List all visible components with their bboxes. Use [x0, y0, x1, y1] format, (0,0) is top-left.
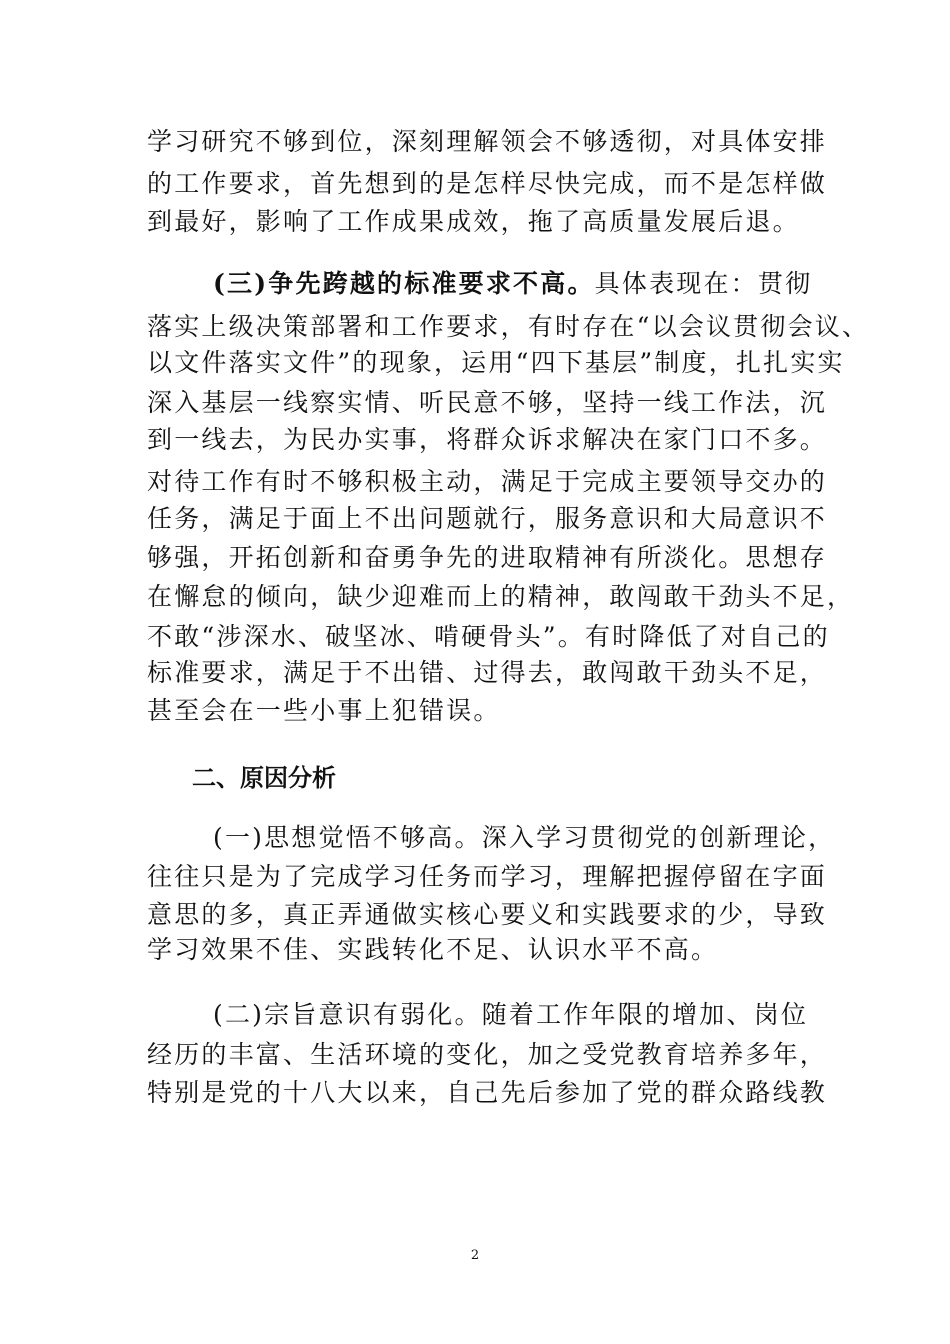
paragraph-line: 特别是党的十八大以来，自己先后参加了党的群众路线教: [147, 1078, 828, 1107]
paragraph-line: 到一线去，为民办实事，将群众诉求解决在家门口不多。: [147, 425, 828, 454]
paragraph-line: 在懈怠的倾向，缺少迎难而上的精神，敢闯敢干劲头不足，: [147, 582, 855, 611]
paragraph-line: 的工作要求，首先想到的是怎样尽快完成，而不是怎样做: [147, 169, 828, 198]
paragraph-line: 对待工作有时不够积极主动，满足于完成主要领导交办的: [147, 467, 828, 496]
paragraph-line: 学习研究不够到位，深刻理解领会不够透彻，对具体安排: [147, 127, 828, 156]
paragraph-lead: (二)宗旨意识有弱化。随着工作年限的增加、岗位: [213, 1000, 809, 1029]
subheading-bold: (三)争先跨越的标准要求不高。: [213, 269, 595, 298]
paragraph-line: 标准要求，满足于不出错、过得去，敢闯敢干劲头不足，: [147, 658, 828, 687]
paragraph-text: 具体表现在：贯彻: [594, 269, 813, 298]
paragraph-line: 够强，开拓创新和奋勇争先的进取精神有所淡化。思想存: [147, 543, 828, 572]
paragraph-line: 甚至会在一些小事上犯错误。: [147, 696, 501, 725]
paragraph-line: 经历的丰富、生活环境的变化，加之受党教育培养多年，: [147, 1040, 828, 1069]
paragraph-line: 往往只是为了完成学习任务而学习，理解把握停留在字面: [147, 862, 828, 891]
paragraph-line: 落实上级决策部署和工作要求，有时存在“以会议贯彻会议、: [147, 312, 870, 341]
paragraph-line: 以文件落实文件”的现象，运用“四下基层”制度，扎扎实实: [147, 348, 845, 377]
paragraph-line: 不敢“涉深水、破坚冰、啃硬骨头”。有时降低了对自己的: [147, 622, 830, 651]
paragraph-line: 意思的多，真正弄通做实核心要义和实践要求的少，导致: [147, 900, 828, 929]
paragraph-lead: (一)思想觉悟不够高。深入学习贯彻党的创新理论，: [213, 823, 836, 852]
paragraph-line: 学习效果不佳、实践转化不足、认识水平不高。: [147, 935, 719, 964]
paragraph-line: 到最好，影响了工作成果成效，拖了高质量发展后退。: [147, 207, 800, 236]
section-heading: 二、原因分析: [192, 764, 336, 792]
paragraph-line: 深入基层一线察实情、听民意不够，坚持一线工作法，沉: [147, 388, 828, 417]
page-number: 2: [470, 1248, 480, 1263]
paragraph-lead: [213, 264, 812, 304]
paragraph-line: 任务，满足于面上不出问题就行，服务意识和大局意识不: [147, 504, 828, 533]
